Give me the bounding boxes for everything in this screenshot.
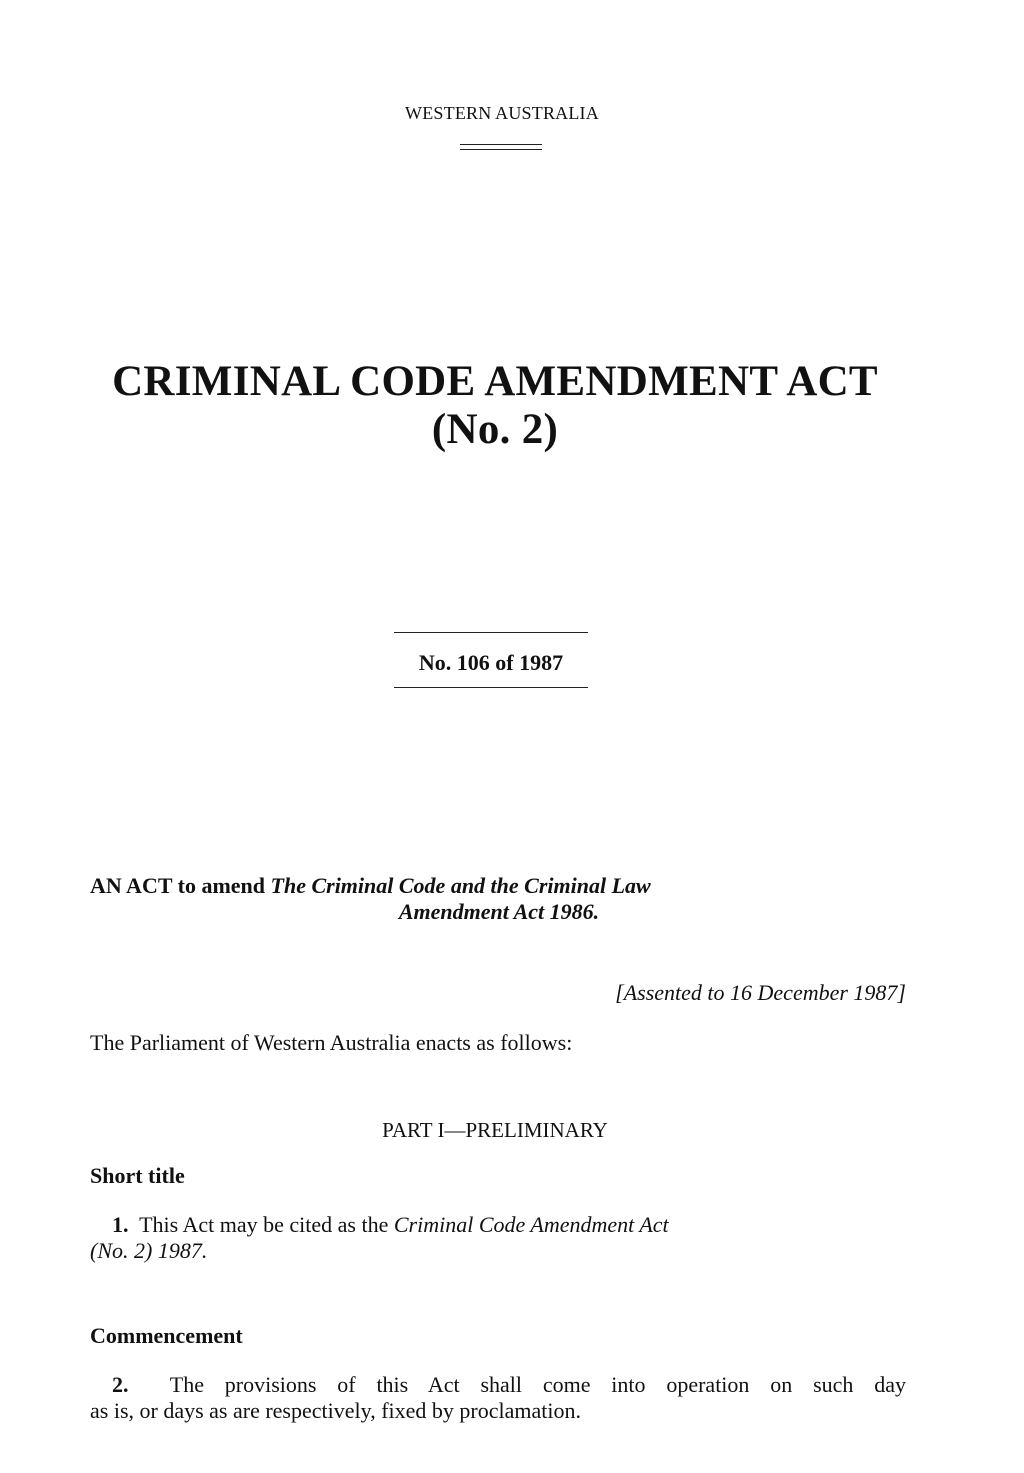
- act-number-rule-bottom: [394, 687, 588, 688]
- section-1-text: [90, 1212, 906, 1264]
- section-1-number: 1.: [112, 1212, 129, 1237]
- act-title-line-1: CRIMINAL CODE AMENDMENT ACT: [112, 358, 878, 405]
- act-number: No. 106 of 1987: [418, 650, 564, 675]
- long-title-prefix: AN ACT to amend: [90, 873, 271, 898]
- section-2-text-line-2: as is, or days as are respectively, fixed by proclamation.: [90, 1398, 581, 1423]
- jurisdiction-heading: WESTERN AUSTRALIA: [405, 103, 599, 123]
- section-heading-commencement: Commencement: [90, 1323, 243, 1348]
- act-title-line-2: (No. 2): [431, 406, 559, 453]
- long-title: [90, 873, 906, 925]
- section-2-number: 2.: [112, 1372, 129, 1397]
- section-2-line-1: [90, 1372, 906, 1398]
- act-title: [0, 358, 990, 454]
- section-1-text-italic-1: Criminal Code Amendment Act: [393, 1212, 669, 1237]
- long-title-italic-1: The Criminal Code and the Criminal Law: [270, 873, 651, 898]
- part-heading: PART I—PRELIMINARY: [382, 1118, 608, 1142]
- jurisdiction-rule-bottom: [460, 149, 542, 150]
- long-title-italic-2: Amendment Act 1986.: [398, 899, 600, 924]
- assent-date: [Assented to 16 December 1987]: [615, 980, 906, 1005]
- act-number-rule-top: [394, 632, 588, 633]
- enacting-formula: The Parliament of Western Australia enacts as follows:: [90, 1030, 573, 1055]
- section-heading-short-title: Short title: [90, 1163, 185, 1188]
- section-2-text: [90, 1372, 906, 1424]
- section-2-text-line-1: The provisions of this Act shall come into operation on such day: [169, 1372, 906, 1397]
- section-1-text-italic-2: (No. 2) 1987.: [90, 1238, 208, 1263]
- section-1-text-plain: This Act may be cited as the: [139, 1212, 394, 1237]
- jurisdiction-rule-top: [460, 144, 542, 145]
